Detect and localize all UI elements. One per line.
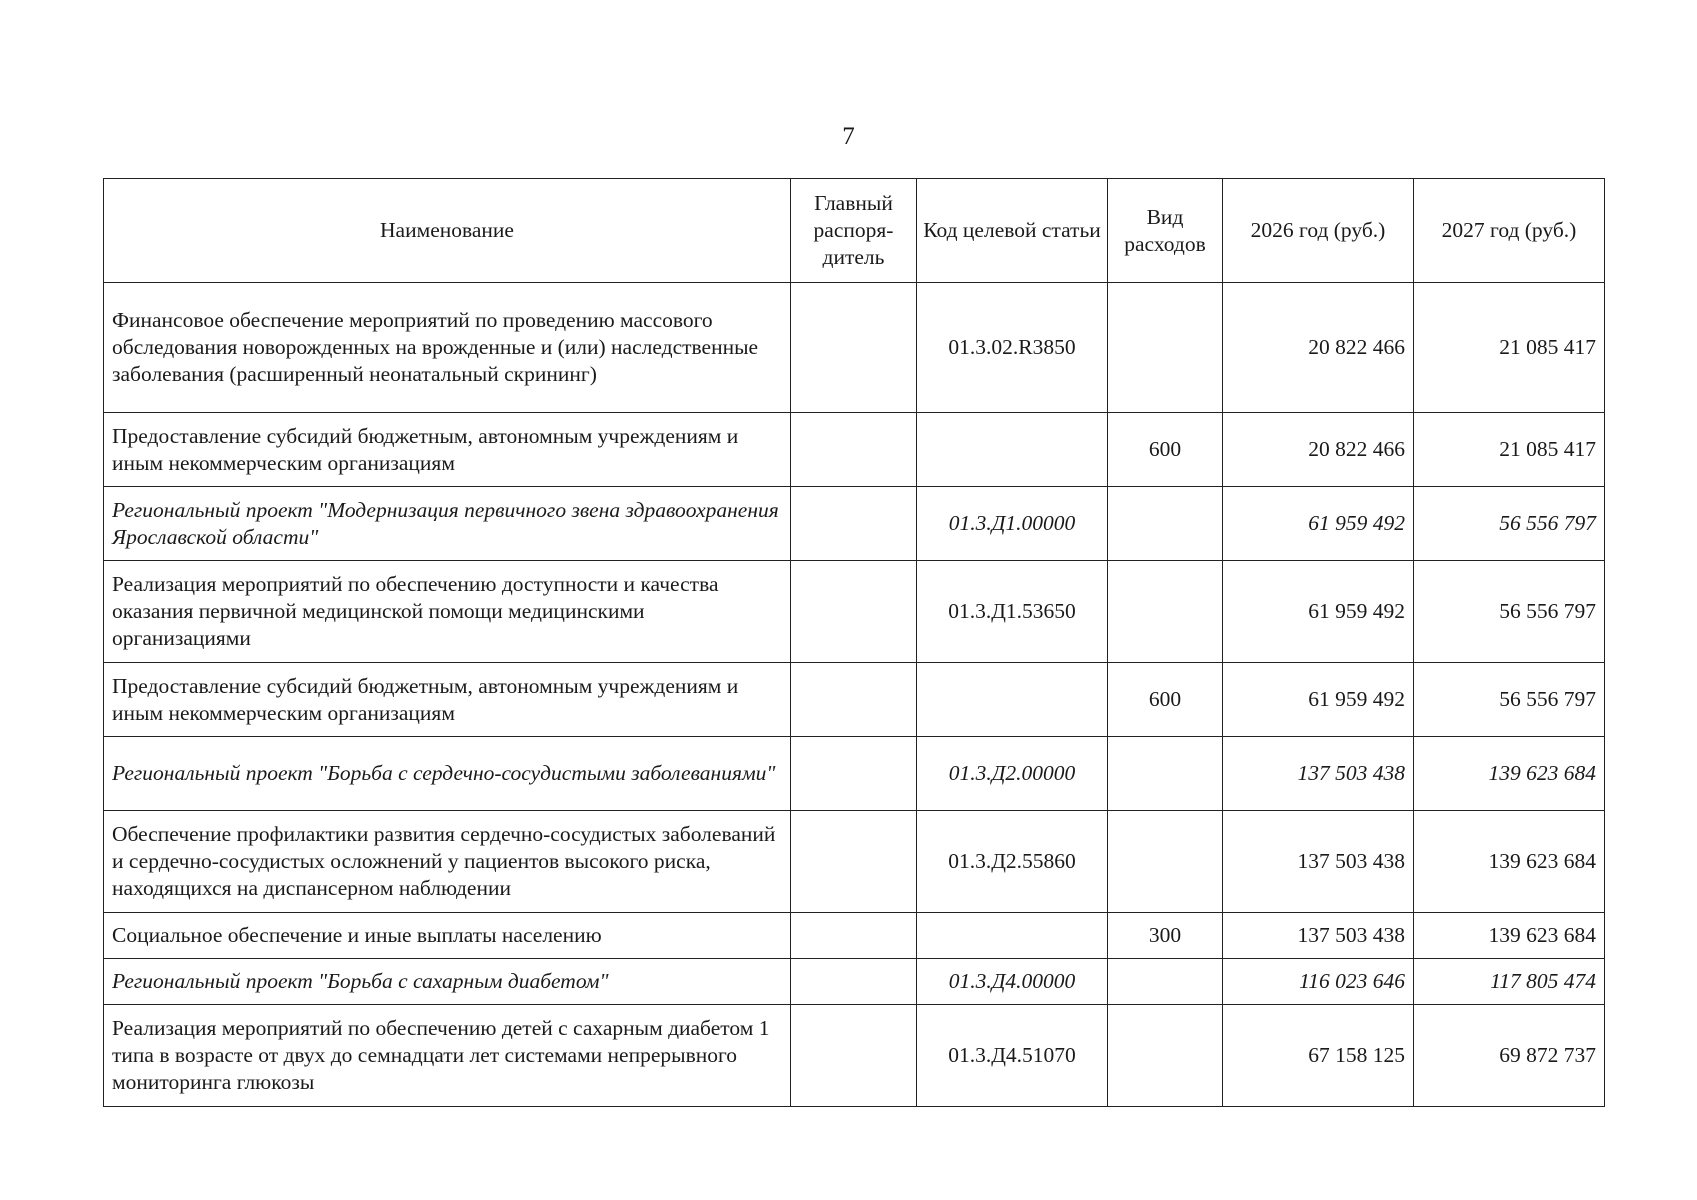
row-code: 01.3.Д1.53650 <box>917 561 1108 663</box>
table-row <box>104 811 1605 913</box>
row-expense-type: 600 <box>1108 663 1223 737</box>
row-manager <box>791 811 917 913</box>
header-manager: Главный распоря-дитель <box>791 179 917 283</box>
header-expense-type: Вид расходов <box>1108 179 1223 283</box>
row-expense-type <box>1108 283 1223 413</box>
row-code: 01.3.Д2.00000 <box>917 737 1108 811</box>
table-row <box>104 663 1605 737</box>
row-name: Реализация мероприятий по обеспечению доступности и качества оказания первичной медицинской помощи медицинскими организациями <box>104 561 791 663</box>
row-2027: 21 085 417 <box>1414 283 1605 413</box>
row-code: 01.3.02.R3850 <box>917 283 1108 413</box>
row-manager <box>791 487 917 561</box>
row-code: 01.3.Д4.00000 <box>917 959 1108 1005</box>
row-2027: 21 085 417 <box>1414 413 1605 487</box>
row-expense-type: 300 <box>1108 913 1223 959</box>
row-2026: 137 503 438 <box>1223 737 1414 811</box>
row-name: Региональный проект "Борьба с сердечно-сосудистыми заболеваниями" <box>104 737 791 811</box>
table-row <box>104 487 1605 561</box>
row-2027: 56 556 797 <box>1414 487 1605 561</box>
row-2026: 61 959 492 <box>1223 561 1414 663</box>
row-2027: 56 556 797 <box>1414 663 1605 737</box>
row-name: Предоставление субсидий бюджетным, автономным учреждениям и иным некоммерческим организациям <box>104 413 791 487</box>
table-row <box>104 913 1605 959</box>
row-expense-type <box>1108 561 1223 663</box>
row-2026: 20 822 466 <box>1223 413 1414 487</box>
page-number: 7 <box>842 123 855 150</box>
row-expense-type <box>1108 1005 1223 1107</box>
row-2026: 61 959 492 <box>1223 663 1414 737</box>
row-2026: 61 959 492 <box>1223 487 1414 561</box>
row-manager <box>791 1005 917 1107</box>
row-code: 01.3.Д4.51070 <box>917 1005 1108 1107</box>
row-manager <box>791 413 917 487</box>
row-code <box>917 913 1108 959</box>
header-2026: 2026 год (руб.) <box>1223 179 1414 283</box>
header-code: Код целевой статьи <box>917 179 1108 283</box>
table-row <box>104 283 1605 413</box>
table-row <box>104 413 1605 487</box>
row-name: Предоставление субсидий бюджетным, автономным учреждениям и иным некоммерческим организациям <box>104 663 791 737</box>
row-manager <box>791 663 917 737</box>
row-expense-type <box>1108 959 1223 1005</box>
row-2027: 117 805 474 <box>1414 959 1605 1005</box>
row-2026: 116 023 646 <box>1223 959 1414 1005</box>
row-name: Региональный проект "Модернизация первичного звена здравоохранения Ярославской области" <box>104 487 791 561</box>
row-2027: 69 872 737 <box>1414 1005 1605 1107</box>
row-expense-type <box>1108 811 1223 913</box>
table-header-row <box>104 179 1605 283</box>
header-name: Наименование <box>104 179 791 283</box>
row-code: 01.3.Д2.55860 <box>917 811 1108 913</box>
row-expense-type: 600 <box>1108 413 1223 487</box>
row-expense-type <box>1108 487 1223 561</box>
row-2026: 20 822 466 <box>1223 283 1414 413</box>
row-2026: 137 503 438 <box>1223 811 1414 913</box>
row-code <box>917 663 1108 737</box>
row-2027: 56 556 797 <box>1414 561 1605 663</box>
row-name: Региональный проект "Борьба с сахарным диабетом" <box>104 959 791 1005</box>
table-row <box>104 561 1605 663</box>
row-2026: 67 158 125 <box>1223 1005 1414 1107</box>
table-row <box>104 1005 1605 1107</box>
row-code: 01.3.Д1.00000 <box>917 487 1108 561</box>
table-row <box>104 737 1605 811</box>
header-2027: 2027 год (руб.) <box>1414 179 1605 283</box>
row-2027: 139 623 684 <box>1414 811 1605 913</box>
row-name: Финансовое обеспечение мероприятий по проведению массового обследования новорожденных на врожденные и (или) наследственные заболевания (расширенный неонатальный скрининг) <box>104 283 791 413</box>
row-2027: 139 623 684 <box>1414 737 1605 811</box>
row-manager <box>791 737 917 811</box>
row-manager <box>791 283 917 413</box>
row-name: Обеспечение профилактики развития сердечно-сосудистых заболеваний и сердечно-сосудистых осложнений у пациентов высокого риска, находящихся на диспансерном наблюдении <box>104 811 791 913</box>
row-expense-type <box>1108 737 1223 811</box>
row-code <box>917 413 1108 487</box>
row-2026: 137 503 438 <box>1223 913 1414 959</box>
row-manager <box>791 561 917 663</box>
row-manager <box>791 959 917 1005</box>
row-name: Реализация мероприятий по обеспечению детей с сахарным диабетом 1 типа в возрасте от двух до семнадцати лет системами непрерывного мониторинга глюкозы <box>104 1005 791 1107</box>
row-2027: 139 623 684 <box>1414 913 1605 959</box>
row-name: Социальное обеспечение и иные выплаты населению <box>104 913 791 959</box>
table-row <box>104 959 1605 1005</box>
budget-table <box>103 178 1605 1107</box>
row-manager <box>791 913 917 959</box>
